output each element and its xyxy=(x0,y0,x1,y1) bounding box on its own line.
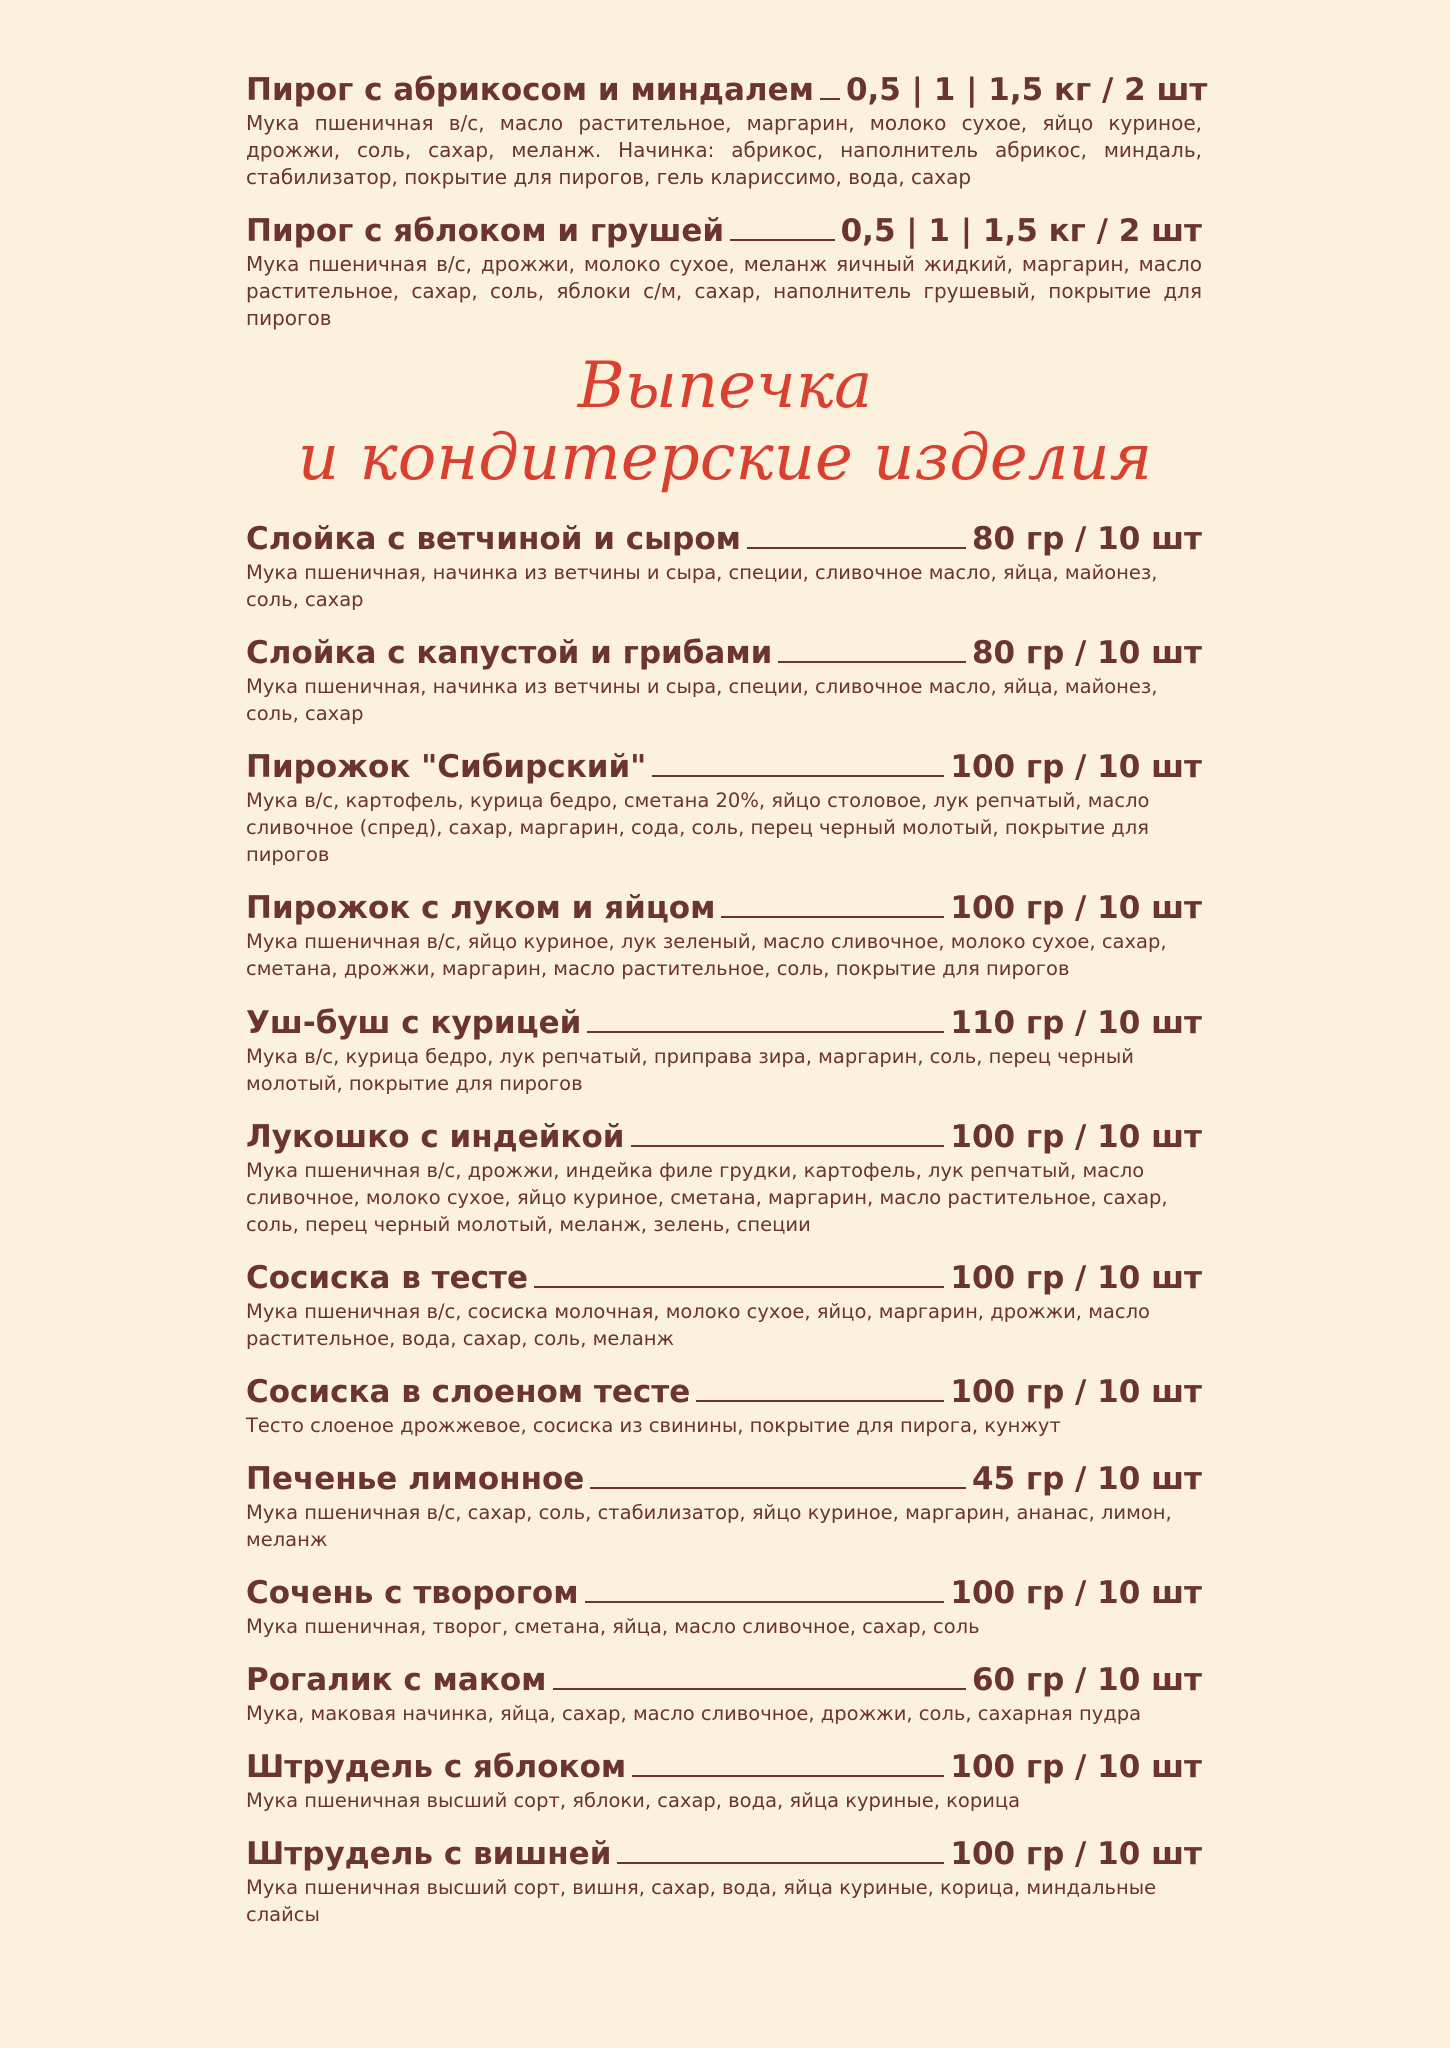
menu-item-header xyxy=(246,743,1202,785)
menu-item-name: Слойка с капустой и грибами xyxy=(246,635,773,671)
menu-item-description: Мука пшеничная в/с, дрожжи, молоко сухое, меланж яичный жидкий, маргарин, масло растительное, сахар, соль, яблоки с/м, сахар, наполнитель грушевый, покрытие для пирогов xyxy=(246,252,1202,330)
leader-line xyxy=(587,1031,944,1033)
menu-item-name: Рогалик с маком xyxy=(246,1662,547,1698)
menu-item-weight: 100 гр / 10 шт xyxy=(950,1374,1202,1410)
menu-item-weight: 100 гр / 10 шт xyxy=(950,1836,1202,1872)
menu-item-weight: 80 гр / 10 шт xyxy=(971,635,1202,671)
menu-item-header xyxy=(246,515,1202,557)
menu-item-header xyxy=(246,1569,1202,1611)
menu-item-name: Сосиска в тесте xyxy=(246,1260,529,1296)
leader-line xyxy=(534,1286,944,1288)
menu-item-weight: 60 гр / 10 шт xyxy=(971,1662,1202,1698)
menu-item xyxy=(246,999,1202,1097)
menu-item-description: Мука в/с, картофель, курица бедро, сметана 20%, яйцо столовое, лук репчатый, масло сливочное (спред), сахар, маргарин, сода, соль, перец черный молотый, покрытие для пирогов xyxy=(246,789,1150,866)
menu-item xyxy=(246,1743,1202,1814)
menu-item xyxy=(246,629,1202,727)
menu-item-weight: 110 гр / 10 шт xyxy=(950,1005,1202,1041)
menu-item-description: Мука пшеничная высший сорт, яблоки, сахар, вода, яйца куриные, корица xyxy=(246,1789,1021,1812)
leader-line xyxy=(585,1601,945,1603)
menu-item-name: Слойка с ветчиной и сыром xyxy=(246,521,741,557)
menu-item-description: Мука пшеничная, начинка из ветчины и сыра, специи, сливочное масло, яйца, майонез, соль, сахар xyxy=(246,561,1158,611)
menu-item xyxy=(246,1368,1202,1439)
menu-item xyxy=(246,1254,1202,1352)
menu-item-name: Лукошко с индейкой xyxy=(246,1119,625,1155)
menu-item-description: Мука пшеничная в/с, сахар, соль, стабилизатор, яйцо куриное, маргарин, ананас, лимон, меланж xyxy=(246,1501,1172,1551)
leader-line xyxy=(721,916,944,918)
menu-item-name: Пирог с абрикосом и миндалем xyxy=(246,72,814,108)
menu-item-header xyxy=(246,207,1202,249)
leader-line xyxy=(617,1862,944,1864)
menu-item-name: Печенье лимонное xyxy=(246,1461,585,1497)
menu-item-header xyxy=(246,1743,1202,1785)
menu-item-description: Мука пшеничная, начинка из ветчины и сыра, специи, сливочное масло, яйца, майонез, соль, сахар xyxy=(246,675,1158,725)
menu-item-name: Штрудель с вишней xyxy=(246,1836,612,1872)
menu-item-weight: 100 гр / 10 шт xyxy=(950,1749,1202,1785)
menu-item-weight: 0,5 | 1 | 1,5 кг / 2 шт xyxy=(840,213,1202,249)
menu-item-name: Сочень с творогом xyxy=(246,1575,579,1611)
menu-item xyxy=(246,207,1202,332)
menu-item-weight: 0,5 | 1 | 1,5 кг / 2 шт xyxy=(845,72,1208,108)
menu-item-name: Пирог с яблоком и грушей xyxy=(246,213,725,249)
leader-line xyxy=(590,1487,966,1489)
menu-item-name: Пирожок с луком и яйцом xyxy=(246,890,716,926)
leader-line xyxy=(631,1145,945,1147)
leader-line xyxy=(778,661,966,663)
menu-item-header xyxy=(246,1656,1202,1698)
section-title-line-2: и кондитерские изделия xyxy=(297,421,1153,495)
menu-item-description: Мука пшеничная в/с, дрожжи, индейка филе грудки, картофель, лук репчатый, масло сливочное, молоко сухое, яйцо куриное, сметана, маргарин, масло растительное, сахар, соль, перец черный молотый, меланж, зелень, специи xyxy=(246,1159,1168,1236)
leader-line xyxy=(553,1688,966,1690)
menu-item xyxy=(246,1569,1202,1640)
menu-item-header xyxy=(246,884,1202,926)
menu-item-header xyxy=(246,1368,1202,1410)
leader-line xyxy=(696,1400,944,1402)
menu-item xyxy=(246,1113,1202,1238)
menu-item-weight: 80 гр / 10 шт xyxy=(971,521,1202,557)
menu-item-name: Пирожок "Сибирский" xyxy=(246,749,647,785)
menu-item-weight: 100 гр / 10 шт xyxy=(950,890,1202,926)
leader-line xyxy=(730,239,834,241)
menu-item-header xyxy=(246,1113,1202,1155)
menu-item xyxy=(246,743,1202,868)
menu-item-header xyxy=(246,629,1202,671)
section-title-line-1: Выпечка xyxy=(577,349,873,423)
menu-item xyxy=(246,1455,1202,1553)
menu-item xyxy=(246,515,1202,613)
menu-item-name: Уш-буш с курицей xyxy=(246,1005,582,1041)
menu-item-header xyxy=(246,66,1208,108)
menu-item-description: Мука пшеничная высший сорт, вишня, сахар, вода, яйца куриные, корица, миндальные слайсы xyxy=(246,1876,1157,1926)
menu-item-header xyxy=(246,1254,1202,1296)
menu-item-weight: 100 гр / 10 шт xyxy=(950,1119,1202,1155)
menu-item xyxy=(246,66,1208,191)
menu-item-weight: 100 гр / 10 шт xyxy=(950,1575,1202,1611)
menu-item-description: Мука, маковая начинка, яйца, сахар, масло сливочное, дрожжи, соль, сахарная пудра xyxy=(246,1702,1142,1725)
menu-item xyxy=(246,1830,1202,1928)
leader-line xyxy=(652,775,944,777)
menu-item-description: Мука пшеничная в/с, сосиска молочная, молоко сухое, яйцо, маргарин, дрожжи, масло растительное, вода, сахар, соль, меланж xyxy=(246,1300,1150,1350)
leader-line xyxy=(632,1775,944,1777)
menu-item-description: Тесто слоеное дрожжевое, сосиска из свинины, покрытие для пирога, кунжут xyxy=(246,1414,1061,1437)
menu-item-header xyxy=(246,1455,1202,1497)
menu-item-description: Мука в/с, курица бедро, лук репчатый, приправа зира, маргарин, соль, перец черный молотый, покрытие для пирогов xyxy=(246,1045,1134,1095)
menu-item-header xyxy=(246,999,1202,1041)
menu-item-weight: 45 гр / 10 шт xyxy=(971,1461,1202,1497)
menu-item-description: Мука пшеничная в/с, масло растительное, маргарин, молоко сухое, яйцо куриное, дрожжи, соль, сахар, меланж. Начинка: абрикос, наполнитель абрикос, миндаль, стабилизатор, покрытие для пирогов, гель клариссимо, вода, сахар xyxy=(246,111,1202,189)
menu-item-header xyxy=(246,1830,1202,1872)
menu-item xyxy=(246,1656,1202,1727)
menu-item-name: Штрудель с яблоком xyxy=(246,1749,627,1785)
menu-item xyxy=(246,884,1202,982)
leader-line xyxy=(747,547,966,549)
menu-item-name: Сосиска в слоеном тесте xyxy=(246,1374,691,1410)
menu-item-description: Мука пшеничная, творог, сметана, яйца, масло сливочное, сахар, соль xyxy=(246,1615,980,1638)
menu-item-weight: 100 гр / 10 шт xyxy=(950,749,1202,785)
menu-item-description: Мука пшеничная в/с, яйцо куриное, лук зеленый, масло сливочное, молоко сухое, сахар, сметана, дрожжи, маргарин, масло растительное, соль, покрытие для пирогов xyxy=(246,930,1167,980)
menu-item-weight: 100 гр / 10 шт xyxy=(950,1260,1202,1296)
leader-line xyxy=(820,98,840,100)
